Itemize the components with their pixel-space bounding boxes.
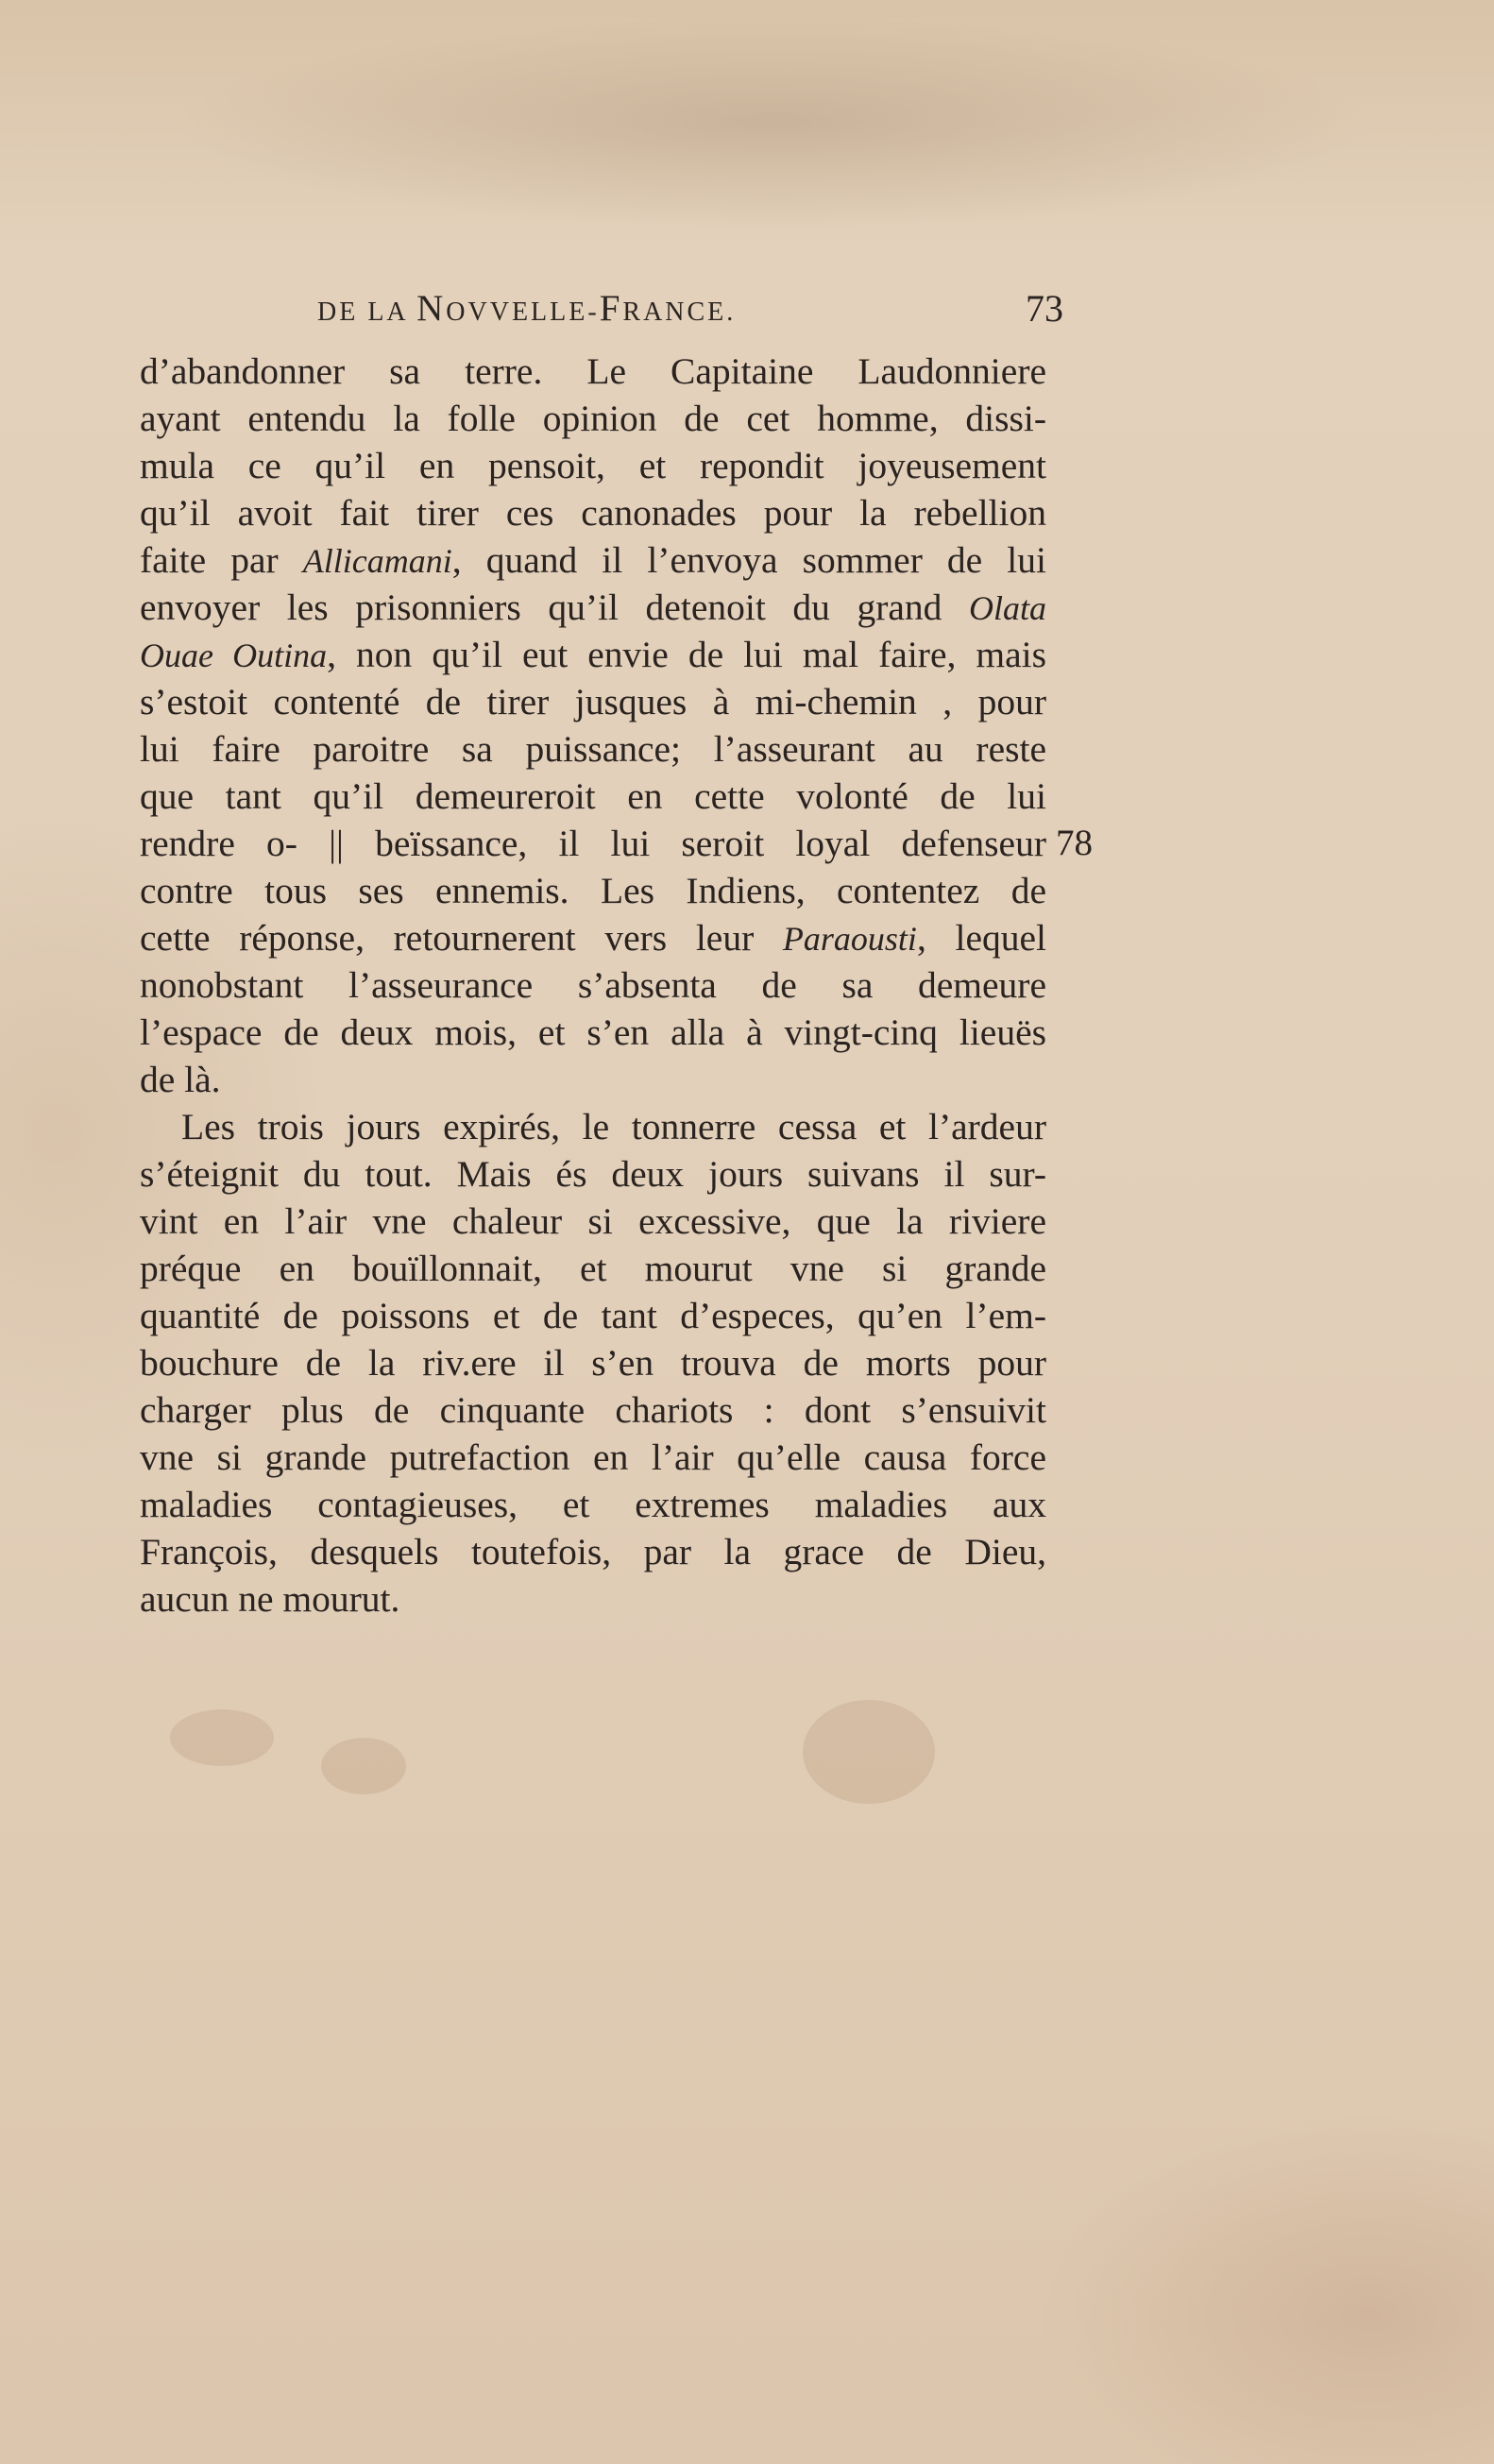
italic-name: Ouae Outina	[140, 637, 328, 674]
line-text: vne si grande putrefaction en l’air qu’elle causa force	[140, 1436, 1046, 1478]
text-line	[140, 678, 1046, 725]
text-line	[140, 1245, 1046, 1292]
line-text: vint en l’air vne chaleur si excessive, que la riviere	[140, 1200, 1046, 1242]
text-line	[140, 1339, 1046, 1386]
line-text: s’estoit contenté de tirer jusques à mi-chemin , pour	[140, 681, 1046, 722]
line-text: maladies contagieuses, et extremes maladies aux	[140, 1484, 1046, 1525]
body-text	[140, 348, 1046, 1623]
text-line	[140, 773, 1046, 820]
foxing-stain	[170, 1709, 274, 1766]
line-text: , quand il l’envoya sommer de lui	[451, 539, 1046, 581]
text-line	[140, 725, 1046, 773]
running-header	[317, 285, 1063, 332]
text-line	[140, 1056, 1046, 1103]
line-text: que tant qu’il demeureroit en cette volonté de lui	[140, 775, 1046, 817]
line-text: qu’il avoit fait tirer ces canonades pour la rebellion	[140, 492, 1046, 534]
page-number: 73	[1026, 287, 1063, 330]
text-line	[140, 1386, 1046, 1434]
text-line	[140, 1528, 1046, 1575]
running-title	[317, 285, 736, 336]
text-line	[140, 1103, 1046, 1150]
line-text: contre tous ses ennemis. Les Indiens, contentez de	[140, 870, 1046, 911]
line-text: s’éteignit du tout. Mais és deux jours suivans il sur-	[140, 1153, 1046, 1195]
line-text: François, desquels toutefois, par la grace de Dieu,	[140, 1531, 1046, 1572]
text-line	[140, 1009, 1046, 1056]
line-text: cette réponse, retournerent vers leur	[140, 917, 783, 959]
text-line	[140, 1292, 1046, 1339]
text-line	[140, 820, 1046, 867]
line-text: nonobstant l’asseurance s’absenta de sa demeure	[140, 964, 1046, 1006]
line-text: charger plus de cinquante chariots : dont s’ensuivit	[140, 1389, 1046, 1431]
running-title-part: N	[416, 288, 447, 329]
text-line	[140, 631, 1046, 678]
text-line	[140, 1150, 1046, 1198]
line-text: lui faire paroitre sa puissance; l’asseurant au reste	[140, 728, 1046, 770]
text-line	[140, 914, 1046, 961]
line-text: ayant entendu la folle opinion de cet homme, dissi-	[140, 398, 1046, 439]
text-line	[140, 442, 1046, 489]
line-text: aucun ne mourut.	[140, 1578, 400, 1620]
running-title-part: F	[599, 288, 623, 329]
foxing-stain	[321, 1738, 406, 1794]
line-text: l’espace de deux mois, et s’en alla à vingt-cinq lieuës	[140, 1011, 1046, 1053]
line-text: d’abandonner sa terre. Le Capitaine Laudonniere	[140, 350, 1046, 392]
text-line	[140, 867, 1046, 914]
text-line	[140, 1575, 1046, 1623]
line-text: bouchure de la riv.ere il s’en trouva de morts pour	[140, 1342, 1046, 1384]
line-text: , non qu’il eut envie de lui mal faire, mais	[327, 634, 1046, 675]
line-text: faite par	[140, 539, 303, 581]
running-title-part: OVVELLE-	[446, 297, 600, 327]
text-line	[140, 961, 1046, 1009]
text-line	[140, 489, 1046, 536]
running-title-part: RANCE.	[622, 297, 737, 327]
line-text: rendre o- || beïssance, il lui seroit loyal defenseur	[140, 823, 1046, 864]
text-line	[140, 1481, 1046, 1528]
line-text: quantité de poissons et de tant d’especes, qu’en l’em-	[140, 1295, 1046, 1336]
line-text: de là.	[140, 1059, 221, 1100]
line-text: Les trois jours expirés, le tonnerre cessa et l’ardeur	[181, 1106, 1046, 1147]
line-text: préque en bouïllonnait, et mourut vne si grande	[140, 1248, 1046, 1289]
running-title-part: DE LA	[317, 297, 417, 327]
text-line	[140, 536, 1046, 584]
line-text: mula ce qu’il en pensoit, et repondit joyeusement	[140, 445, 1046, 486]
italic-name: Olata	[968, 589, 1046, 627]
text-line	[140, 348, 1046, 395]
italic-name: Paraousti	[782, 920, 917, 958]
foxing-stain	[803, 1700, 935, 1804]
italic-name: Allicamani	[302, 542, 452, 580]
line-text: , lequel	[916, 917, 1047, 959]
text-line	[140, 1198, 1046, 1245]
text-line	[140, 584, 1046, 631]
text-line	[140, 1434, 1046, 1481]
text-line	[140, 395, 1046, 442]
margin-page-number: 78	[1056, 823, 1093, 863]
line-text: envoyer les prisonniers qu’il detenoit du grand	[140, 586, 969, 628]
